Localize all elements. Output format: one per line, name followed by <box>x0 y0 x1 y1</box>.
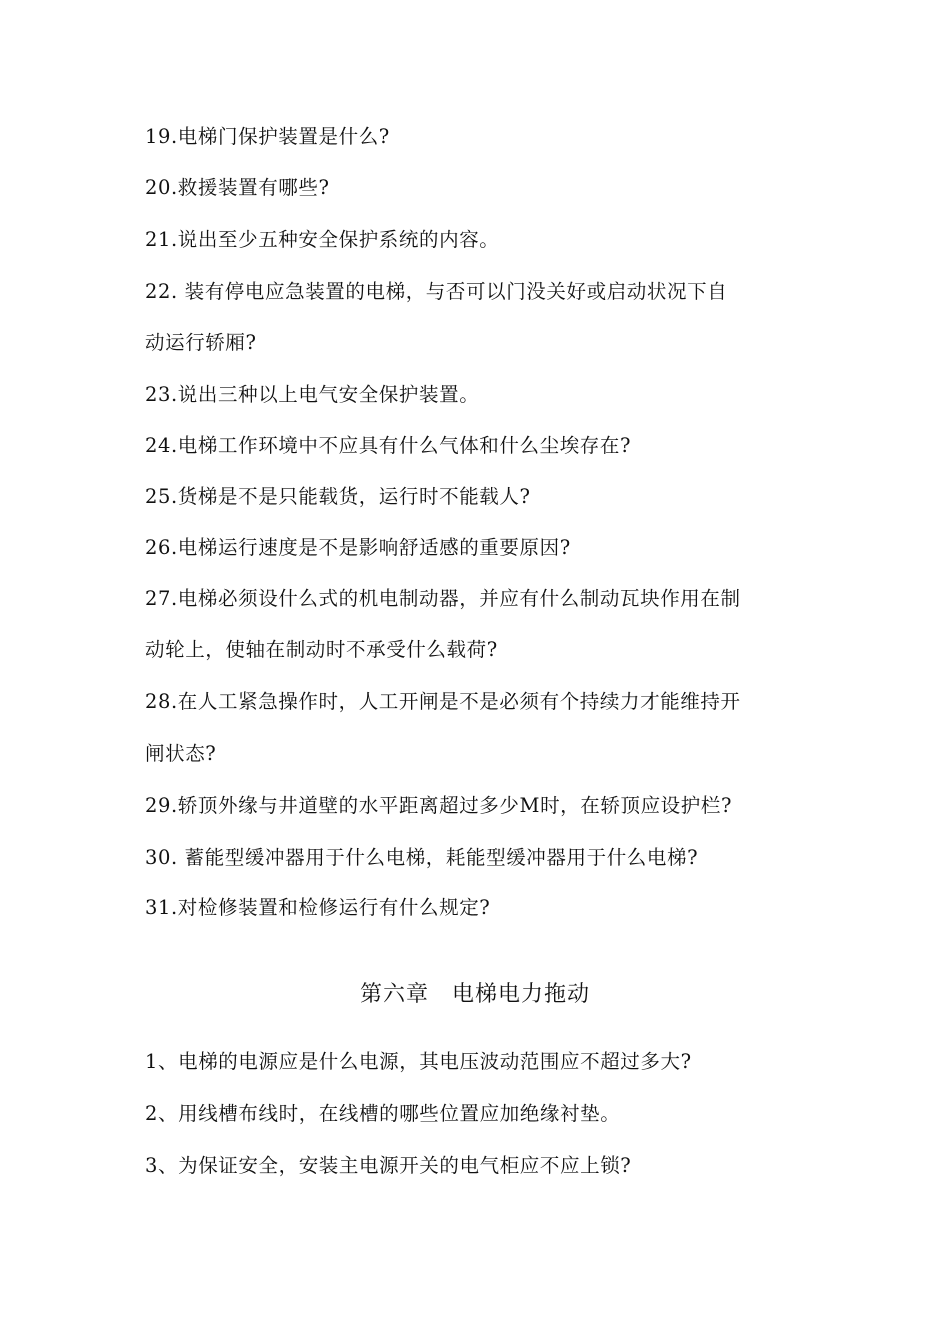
question-28-line-1: 28.在人工紧急操作时，人工开闸是不是必须有个持续力才能维持开 <box>145 690 741 713</box>
question-22-line-2: 动运行轿厢? <box>145 331 257 354</box>
question-30: 30. 蓄能型缓冲器用于什么电梯，耗能型缓冲器用于什么电梯? <box>145 846 699 869</box>
question-28-line-2: 闸状态? <box>145 742 217 765</box>
question-29: 29.轿顶外缘与井道壁的水平距离超过多少M时，在轿顶应设护栏? <box>145 794 733 817</box>
chapter6-question-1: 1、电梯的电源应是什么电源，其电压波动范围应不超过多大? <box>145 1050 692 1073</box>
question-27-line-1: 27.电梯必须设什么式的机电制动器，并应有什么制动瓦块作用在制 <box>145 587 741 610</box>
question-27-line-2: 动轮上，使轴在制动时不承受什么载荷? <box>145 638 498 661</box>
chapter6-question-2: 2、用线槽布线时，在线槽的哪些位置应加绝缘衬垫。 <box>145 1102 621 1125</box>
question-23: 23.说出三种以上电气安全保护装置。 <box>145 383 480 406</box>
question-31: 31.对检修装置和检修运行有什么规定? <box>145 896 491 919</box>
question-26: 26.电梯运行速度是不是影响舒适感的重要原因? <box>145 536 571 559</box>
chapter6-question-3: 3、为保证安全，安装主电源开关的电气柜应不应上锁? <box>145 1154 632 1177</box>
question-19: 19.电梯门保护装置是什么? <box>145 125 390 148</box>
question-21: 21.说出至少五种安全保护系统的内容。 <box>145 228 500 251</box>
question-25: 25.货梯是不是只能载货，运行时不能载人? <box>145 485 531 508</box>
question-20: 20.救援装置有哪些? <box>145 176 330 199</box>
question-22-line-1: 22. 装有停电应急装置的电梯，与否可以门没关好或启动状况下自 <box>145 280 728 303</box>
chapter-title: 第六章 电梯电力拖动 <box>359 982 590 1007</box>
question-24: 24.电梯工作环境中不应具有什么气体和什么尘埃存在? <box>145 434 632 457</box>
